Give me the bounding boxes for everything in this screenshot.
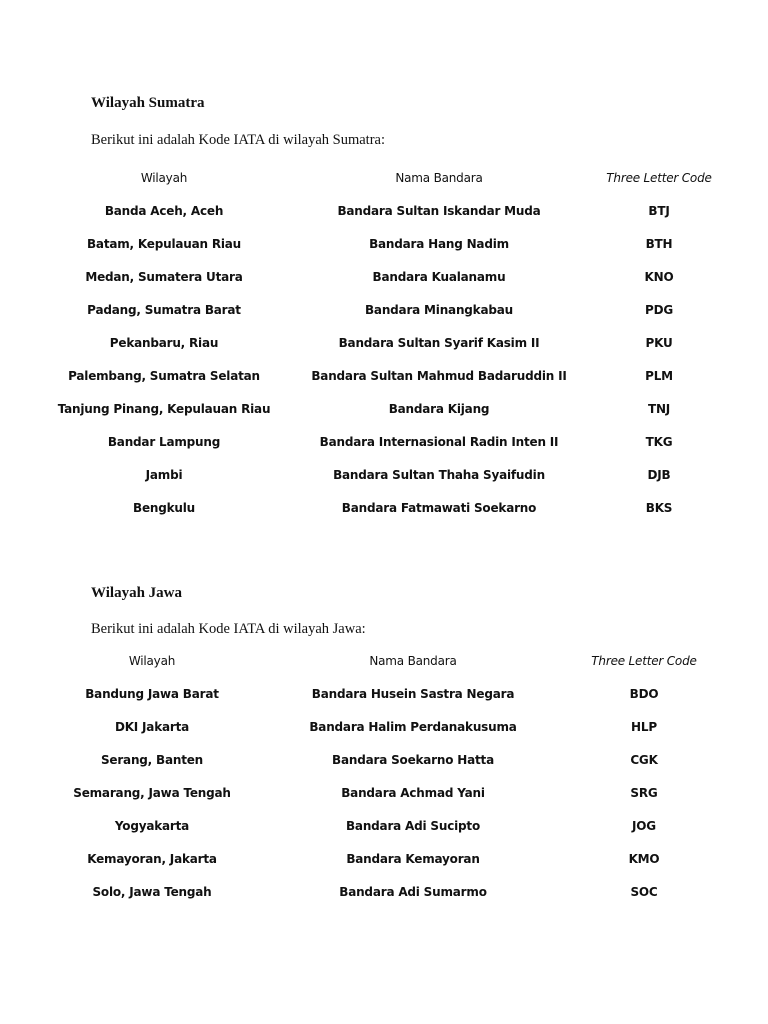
- table-row: [0, 744, 768, 777]
- section-heading: Wilayah Jawa: [91, 585, 182, 601]
- cell-nama-bandara: Bandara Halim Perdanakusuma: [309, 720, 517, 734]
- cell-wilayah: DKI Jakarta: [114, 720, 190, 734]
- cell-iata-code: CGK: [630, 753, 658, 767]
- column-header-nama-bandara: Nama Bandara: [369, 654, 457, 668]
- cell-iata-code: TKG: [645, 435, 673, 449]
- cell-iata-code: BDO: [629, 687, 659, 701]
- cell-iata-code: DJB: [647, 468, 671, 482]
- cell-iata-code: KMO: [628, 852, 660, 866]
- cell-wilayah: Batam, Kepulauan Riau: [86, 237, 242, 251]
- cell-nama-bandara: Bandara Sultan Thaha Syaifudin: [333, 468, 545, 482]
- cell-iata-code: BKS: [645, 501, 673, 515]
- table-row: [0, 492, 768, 525]
- cell-wilayah: Bandung Jawa Barat: [85, 687, 219, 701]
- section-intro: Berikut ini adalah Kode IATA di wilayah Jawa:: [91, 621, 366, 637]
- cell-wilayah: Banda Aceh, Aceh: [104, 204, 224, 218]
- cell-nama-bandara: Bandara Minangkabau: [364, 303, 513, 317]
- cell-iata-code: BTJ: [648, 204, 670, 218]
- table-row: [0, 678, 768, 711]
- cell-nama-bandara: Bandara Soekarno Hatta: [332, 753, 494, 767]
- section-heading: Wilayah Sumatra: [91, 95, 205, 111]
- cell-iata-code: PLM: [645, 369, 673, 383]
- table-row: [0, 876, 768, 909]
- cell-wilayah: Serang, Banten: [100, 753, 204, 767]
- cell-wilayah: Bengkulu: [133, 501, 195, 515]
- cell-iata-code: HLP: [631, 720, 657, 734]
- cell-wilayah: Palembang, Sumatra Selatan: [68, 369, 260, 383]
- table-row: [0, 360, 768, 393]
- cell-nama-bandara: Bandara Sultan Mahmud Badaruddin II: [311, 369, 567, 383]
- table-row: [0, 195, 768, 228]
- cell-wilayah: Yogyakarta: [114, 819, 190, 833]
- cell-nama-bandara: Bandara Adi Sucipto: [345, 819, 481, 833]
- table-row: [0, 711, 768, 744]
- cell-wilayah: Bandar Lampung: [107, 435, 221, 449]
- cell-iata-code: BTH: [645, 237, 673, 251]
- cell-wilayah: Solo, Jawa Tengah: [92, 885, 212, 899]
- cell-iata-code: SOC: [630, 885, 658, 899]
- section-intro: Berikut ini adalah Kode IATA di wilayah Sumatra:: [91, 132, 386, 148]
- cell-wilayah: Padang, Sumatra Barat: [87, 303, 241, 317]
- table-row: [0, 843, 768, 876]
- table-row: [0, 777, 768, 810]
- table-row: [0, 261, 768, 294]
- iata-table-sumatra: [0, 162, 768, 525]
- cell-iata-code: TNJ: [647, 402, 671, 416]
- table-row: [0, 294, 768, 327]
- table-row: [0, 810, 768, 843]
- column-header-three-letter-code: Three Letter Code: [606, 171, 712, 185]
- column-header-three-letter-code: Three Letter Code: [591, 654, 697, 668]
- cell-iata-code: PDG: [644, 303, 673, 317]
- table-row: [0, 228, 768, 261]
- cell-wilayah: Pekanbaru, Riau: [109, 336, 219, 350]
- cell-iata-code: PKU: [645, 336, 673, 350]
- table-row: [0, 459, 768, 492]
- cell-wilayah: Kemayoran, Jakarta: [87, 852, 217, 866]
- cell-iata-code: KNO: [644, 270, 674, 284]
- cell-nama-bandara: Bandara Sultan Syarif Kasim II: [338, 336, 540, 350]
- cell-nama-bandara: Bandara Hang Nadim: [369, 237, 509, 251]
- cell-wilayah: Jambi: [145, 468, 183, 482]
- cell-iata-code: SRG: [630, 786, 658, 800]
- table-row: [0, 327, 768, 360]
- cell-nama-bandara: Bandara Husein Sastra Negara: [311, 687, 515, 701]
- cell-nama-bandara: Bandara Adi Sumarmo: [339, 885, 487, 899]
- column-header-wilayah: Wilayah: [140, 171, 188, 185]
- table-row: [0, 426, 768, 459]
- cell-nama-bandara: Bandara Achmad Yani: [341, 786, 485, 800]
- cell-nama-bandara: Bandara Fatmawati Soekarno: [341, 501, 537, 515]
- cell-wilayah: Medan, Sumatera Utara: [85, 270, 243, 284]
- cell-wilayah: Tanjung Pinang, Kepulauan Riau: [57, 402, 271, 416]
- cell-nama-bandara: Bandara Kemayoran: [346, 852, 480, 866]
- column-header-wilayah: Wilayah: [128, 654, 176, 668]
- cell-nama-bandara: Bandara Kualanamu: [372, 270, 506, 284]
- table-row: [0, 393, 768, 426]
- table-header-row: [0, 162, 768, 195]
- cell-wilayah: Semarang, Jawa Tengah: [73, 786, 231, 800]
- column-header-nama-bandara: Nama Bandara: [395, 171, 483, 185]
- cell-iata-code: JOG: [632, 819, 656, 833]
- cell-nama-bandara: Bandara Sultan Iskandar Muda: [337, 204, 541, 218]
- cell-nama-bandara: Bandara Internasional Radin Inten II: [319, 435, 559, 449]
- table-header-row: [0, 645, 768, 678]
- iata-table-jawa: [0, 645, 768, 909]
- cell-nama-bandara: Bandara Kijang: [388, 402, 490, 416]
